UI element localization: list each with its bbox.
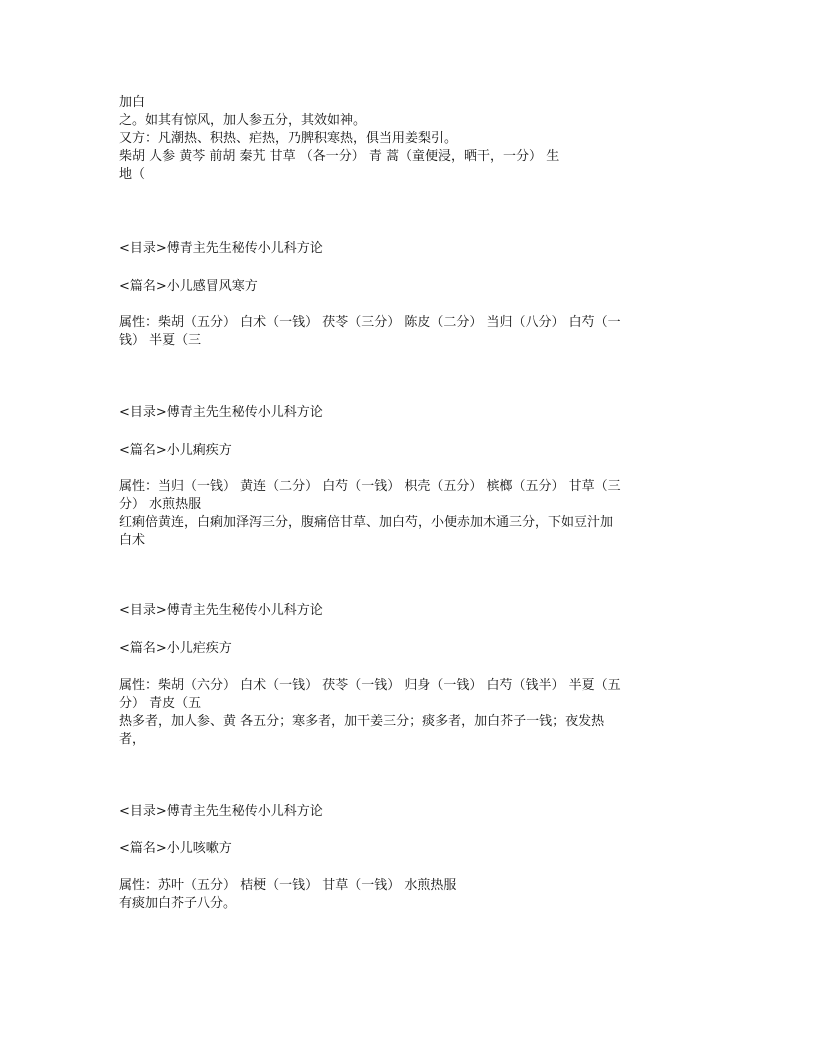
catalog-heading: <目录>傅青主先生秘传小儿科方论 (119, 804, 323, 819)
text-line: 分） 水煎热服 (119, 497, 202, 512)
text-line: 热多者，加人参、黄 各五分；寒多者，加干姜三分；痰多者，加白芥子一钱；夜发热 (119, 714, 605, 729)
section-catalog (119, 803, 699, 821)
text-line: 分） 青皮（五 (119, 696, 202, 711)
text-line: 白术 (119, 533, 146, 548)
catalog-heading: <目录>傅青主先生秘传小儿科方论 (119, 405, 323, 420)
text-line: 又方：凡潮热、积热、疟热，乃脾积寒热，俱当用姜梨引。 (119, 131, 458, 146)
text-line: 钱） 半夏（三 (119, 333, 202, 348)
section-title (119, 442, 699, 460)
section-body (119, 877, 699, 913)
text-line: 加白 (119, 95, 146, 110)
title-heading: <篇名>小儿痢疾方 (119, 443, 232, 458)
title-heading: <篇名>小儿咳嗽方 (119, 841, 232, 856)
text-line: 者， (119, 732, 146, 747)
title-heading: <篇名>小儿感冒风寒方 (119, 279, 258, 294)
section-body (119, 677, 699, 749)
text-line: 有痰加白芥子八分。 (119, 896, 237, 911)
section-body (119, 478, 699, 550)
text-line: 地（ (119, 167, 146, 182)
text-line: 属性：苏叶（五分） 桔梗（一钱） 甘草（一钱） 水煎热服 (119, 878, 457, 893)
text-line: 属性：当归（一钱） 黄连（二分） 白芍（一钱） 枳壳（五分） 槟榔（五分） 甘草（三 (119, 479, 621, 494)
section-title (119, 640, 699, 658)
intro-paragraph (119, 94, 699, 184)
text-line: 红痢倍黄连，白痢加泽泻三分，腹痛倍甘草、加白芍，小便赤加木通三分，下如豆汁加 (119, 515, 614, 530)
text-line: 之。如其有惊风，加人参五分，其效如神。 (119, 113, 367, 128)
catalog-heading: <目录>傅青主先生秘传小儿科方论 (119, 241, 323, 256)
catalog-heading: <目录>傅青主先生秘传小儿科方论 (119, 603, 323, 618)
section-catalog (119, 602, 699, 620)
text-line: 属性：柴胡（六分） 白术（一钱） 茯苓（一钱） 归身（一钱） 白芍（钱半） 半夏（五 (119, 678, 621, 693)
text-line: 属性：柴胡（五分） 白术（一钱） 茯苓（三分） 陈皮（二分） 当归（八分） 白芍（一 (119, 315, 621, 330)
section-title (119, 278, 699, 296)
section-catalog (119, 240, 699, 258)
text-line: 柴胡 人参 黄芩 前胡 秦艽 甘草 （各一分） 青 蒿（童便浸，晒干，一分） 生 (119, 149, 560, 164)
title-heading: <篇名>小儿疟疾方 (119, 641, 232, 656)
section-body (119, 314, 699, 350)
section-catalog (119, 404, 699, 422)
section-title (119, 840, 699, 858)
